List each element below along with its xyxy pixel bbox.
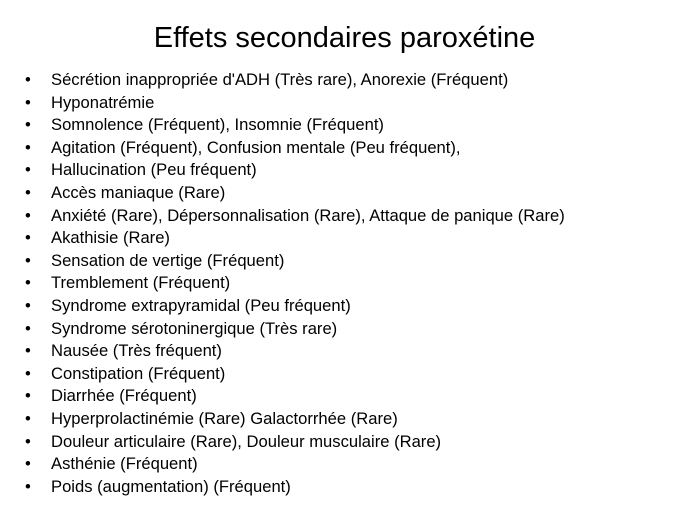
- bullet-icon: •: [25, 160, 31, 180]
- bullet-icon: •: [25, 115, 31, 135]
- list-item-text: Anxiété (Rare), Dépersonnalisation (Rare), Attaque de panique (Rare): [51, 205, 565, 225]
- list-item-text: Diarrhée (Fréquent): [51, 386, 197, 406]
- bullet-icon: •: [25, 431, 31, 451]
- bullet-icon: •: [25, 250, 31, 270]
- bullet-icon: •: [25, 182, 31, 202]
- bullet-icon: •: [25, 92, 31, 112]
- bullet-icon: •: [25, 70, 31, 89]
- list-item-text: Poids (augmentation) (Fréquent): [51, 476, 291, 496]
- bullet-icon: •: [25, 363, 31, 383]
- list-item-text: Nausée (Très fréquent): [51, 341, 222, 361]
- bullet-icon: •: [25, 454, 31, 474]
- list-item-text: Somnolence (Fréquent), Insomnie (Fréquent): [51, 115, 384, 135]
- list-item-text: Tremblement (Fréquent): [51, 273, 231, 293]
- list-item-text: Asthénie (Fréquent): [51, 454, 198, 474]
- list-item-text: Syndrome sérotoninergique (Très rare): [51, 318, 338, 338]
- bullet-icon: •: [25, 205, 31, 225]
- slide-title: Effets secondaires paroxétine: [153, 22, 536, 54]
- bullet-icon: •: [25, 273, 31, 293]
- bullet-icon: •: [25, 408, 31, 428]
- list-item-text: Agitation (Fréquent), Confusion mentale (Peu fréquent),: [51, 137, 461, 157]
- list-item-text: Sécrétion inappropriée d'ADH (Très rare), Anorexie (Fréquent): [51, 70, 509, 89]
- list-item-text: Douleur articulaire (Rare), Douleur musculaire (Rare): [51, 431, 442, 451]
- list-item-text: Syndrome extrapyramidal (Peu fréquent): [51, 295, 351, 315]
- list-item-text: Akathisie (Rare): [51, 228, 170, 248]
- list-item-text: Hallucination (Peu fréquent): [51, 160, 257, 180]
- list-item-text: Sensation de vertige (Fréquent): [51, 250, 285, 270]
- bullet-icon: •: [25, 386, 31, 406]
- bullet-icon: •: [25, 341, 31, 361]
- list-item-text: Hyperprolactinémie (Rare) Galactorrhée (Rare): [51, 408, 398, 428]
- list-item-text: Constipation (Fréquent): [51, 363, 226, 383]
- bullet-icon: •: [25, 295, 31, 315]
- list-item-text: Accès maniaque (Rare): [51, 182, 226, 202]
- bullet-icon: •: [25, 228, 31, 248]
- bullet-icon: •: [25, 137, 31, 157]
- bullet-icon: •: [25, 318, 31, 338]
- list-item-text: Hyponatrémie: [51, 92, 155, 112]
- bullet-icon: •: [25, 476, 31, 496]
